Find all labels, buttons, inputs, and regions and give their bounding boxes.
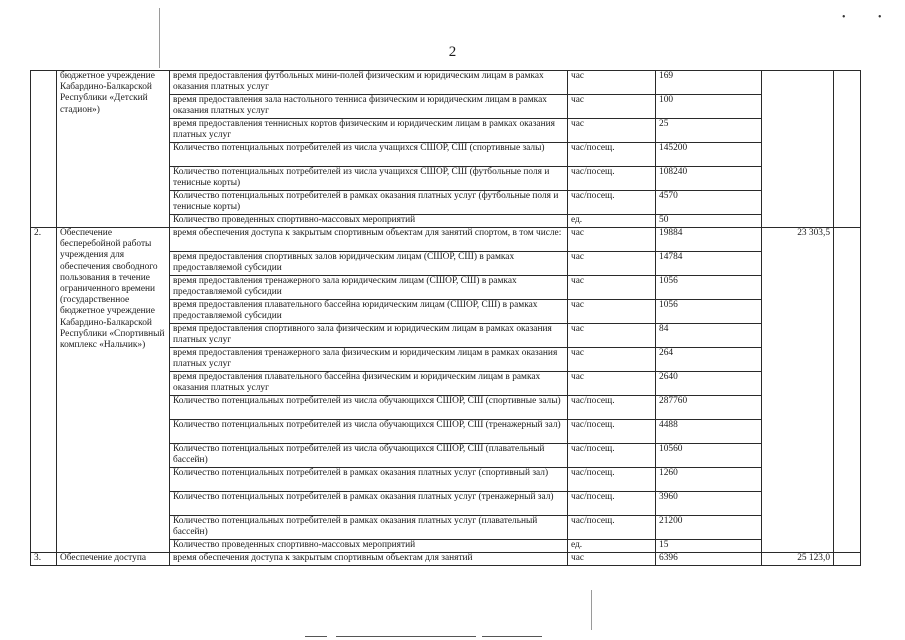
description-cell: время предоставления плавательного бассейна юридическим лицам (СШОР, СШ) в рамках предоставляемой субсидии <box>170 300 568 324</box>
unit-cell: час <box>568 252 656 276</box>
row-number: 2. <box>31 228 57 553</box>
value-cell: 145200 <box>656 143 762 167</box>
unit-cell: час <box>568 95 656 119</box>
value-cell: 6396 <box>656 553 762 566</box>
value-cell: 2640 <box>656 372 762 396</box>
scan-line <box>482 636 542 637</box>
table-row <box>31 228 861 252</box>
services-table <box>30 70 861 566</box>
unit-cell: час/посещ. <box>568 444 656 468</box>
description-cell: Количество потенциальных потребителей из числа обучающихся СШОР, СШ (плавательный бассейн) <box>170 444 568 468</box>
description-cell: время предоставления плавательного бассейна физическим и юридическим лицам в рамках оказания платных услуг <box>170 372 568 396</box>
description-cell: время предоставления тренажерного зала юридическим лицам (СШОР, СШ) в рамках предоставляемой субсидии <box>170 276 568 300</box>
unit-cell: час <box>568 372 656 396</box>
description-cell: Количество потенциальных потребителей в рамках оказания платных услуг (спортивный зал) <box>170 468 568 492</box>
unit-cell: ед. <box>568 540 656 553</box>
description-cell: Количество потенциальных потребителей в рамках оказания платных услуг (тренажерный зал) <box>170 492 568 516</box>
value-cell: 287760 <box>656 396 762 420</box>
value-cell: 50 <box>656 215 762 228</box>
unit-cell: час <box>568 348 656 372</box>
unit-cell: час/посещ. <box>568 492 656 516</box>
corner-mark: • <box>842 12 846 23</box>
funding-cell: 25 123,0 <box>762 553 834 566</box>
value-cell: 108240 <box>656 167 762 191</box>
value-cell: 1056 <box>656 300 762 324</box>
value-cell: 15 <box>656 540 762 553</box>
unit-cell: час/посещ. <box>568 420 656 444</box>
description-cell: Количество потенциальных потребителей из числа учащихся СШОР, СШ (футбольные поля и тенисные корты) <box>170 167 568 191</box>
notes-cell <box>834 228 861 553</box>
funding-cell <box>762 71 834 228</box>
table-row <box>31 553 861 566</box>
unit-cell: час/посещ. <box>568 191 656 215</box>
description-cell: Количество потенциальных потребителей из числа обучающихся СШОР, СШ (тренажерный зал) <box>170 420 568 444</box>
scan-line <box>336 636 476 637</box>
description-cell: время предоставления футбольных мини-полей физическим и юридическим лицам в рамках оказания платных услуг <box>170 71 568 95</box>
organization-cell: Обеспечение бесперебойной работы учреждения для обеспечения свободного пользования в течение ограниченного времени (государственное бюджетное учреждение Кабардино-Балкарской Республики «Спортивный комплекс «Нальчик») <box>57 228 170 553</box>
scan-line <box>591 590 592 630</box>
description-cell: время обеспечения доступа к закрытым спортивным объектам для занятий спортом, в том числе: <box>170 228 568 252</box>
description-cell: Количество проведенных спортивно-массовых мероприятий <box>170 215 568 228</box>
unit-cell: ед. <box>568 215 656 228</box>
unit-cell: час <box>568 324 656 348</box>
value-cell: 264 <box>656 348 762 372</box>
description-cell: время предоставления спортивных залов юридическим лицам (СШОР, СШ) в рамках предоставляемой субсидии <box>170 252 568 276</box>
description-cell: Количество потенциальных потребителей в рамках оказания платных услуг (плавательный бассейн) <box>170 516 568 540</box>
unit-cell: час <box>568 276 656 300</box>
unit-cell: час/посещ. <box>568 167 656 191</box>
unit-cell: час <box>568 553 656 566</box>
description-cell: время предоставления теннисных кортов физическим и юридическим лицам в рамках оказания платных услуг <box>170 119 568 143</box>
description-cell: время предоставления спортивного зала физическим и юридическим лицам в рамках оказания платных услуг <box>170 324 568 348</box>
description-cell: Количество потенциальных потребителей в рамках оказания платных услуг (футбольные поля и тенисные корты) <box>170 191 568 215</box>
value-cell: 21200 <box>656 516 762 540</box>
description-cell: Количество потенциальных потребителей из числа учащихся СШОР, СШ (спортивные залы) <box>170 143 568 167</box>
unit-cell: час <box>568 300 656 324</box>
unit-cell: час/посещ. <box>568 468 656 492</box>
unit-cell: час <box>568 119 656 143</box>
description-cell: Количество потенциальных потребителей из числа обучающихся СШОР, СШ (спортивные залы) <box>170 396 568 420</box>
unit-cell: час/посещ. <box>568 516 656 540</box>
value-cell: 1056 <box>656 276 762 300</box>
value-cell: 4488 <box>656 420 762 444</box>
unit-cell: час <box>568 71 656 95</box>
organization-cell: Обеспечение доступа <box>57 553 170 566</box>
value-cell: 10560 <box>656 444 762 468</box>
value-cell: 25 <box>656 119 762 143</box>
value-cell: 84 <box>656 324 762 348</box>
table-row <box>31 71 861 95</box>
notes-cell <box>834 553 861 566</box>
value-cell: 19884 <box>656 228 762 252</box>
description-cell: время предоставления зала настольного тенниса физическим и юридическим лицам в рамках оказания платных услуг <box>170 95 568 119</box>
description-cell: время обеспечения доступа к закрытым спортивным объектам для занятий <box>170 553 568 566</box>
scan-line <box>159 8 160 68</box>
row-number <box>31 71 57 228</box>
page-number: 2 <box>448 44 457 60</box>
notes-cell <box>834 71 861 228</box>
description-cell: время предоставления тренажерного зала физическим и юридическим лицам в рамках оказания платных услуг <box>170 348 568 372</box>
value-cell: 100 <box>656 95 762 119</box>
row-number: 3. <box>31 553 57 566</box>
value-cell: 169 <box>656 71 762 95</box>
value-cell: 1260 <box>656 468 762 492</box>
unit-cell: час/посещ. <box>568 143 656 167</box>
funding-cell: 23 303,5 <box>762 228 834 553</box>
unit-cell: час <box>568 228 656 252</box>
value-cell: 4570 <box>656 191 762 215</box>
corner-mark: • <box>878 12 882 23</box>
value-cell: 3960 <box>656 492 762 516</box>
organization-cell: бюджетное учреждение Кабардино-Балкарской Республики «Детский стадион») <box>57 71 170 228</box>
scan-line <box>305 636 327 637</box>
unit-cell: час/посещ. <box>568 396 656 420</box>
description-cell: Количество проведенных спортивно-массовых мероприятий <box>170 540 568 553</box>
value-cell: 14784 <box>656 252 762 276</box>
